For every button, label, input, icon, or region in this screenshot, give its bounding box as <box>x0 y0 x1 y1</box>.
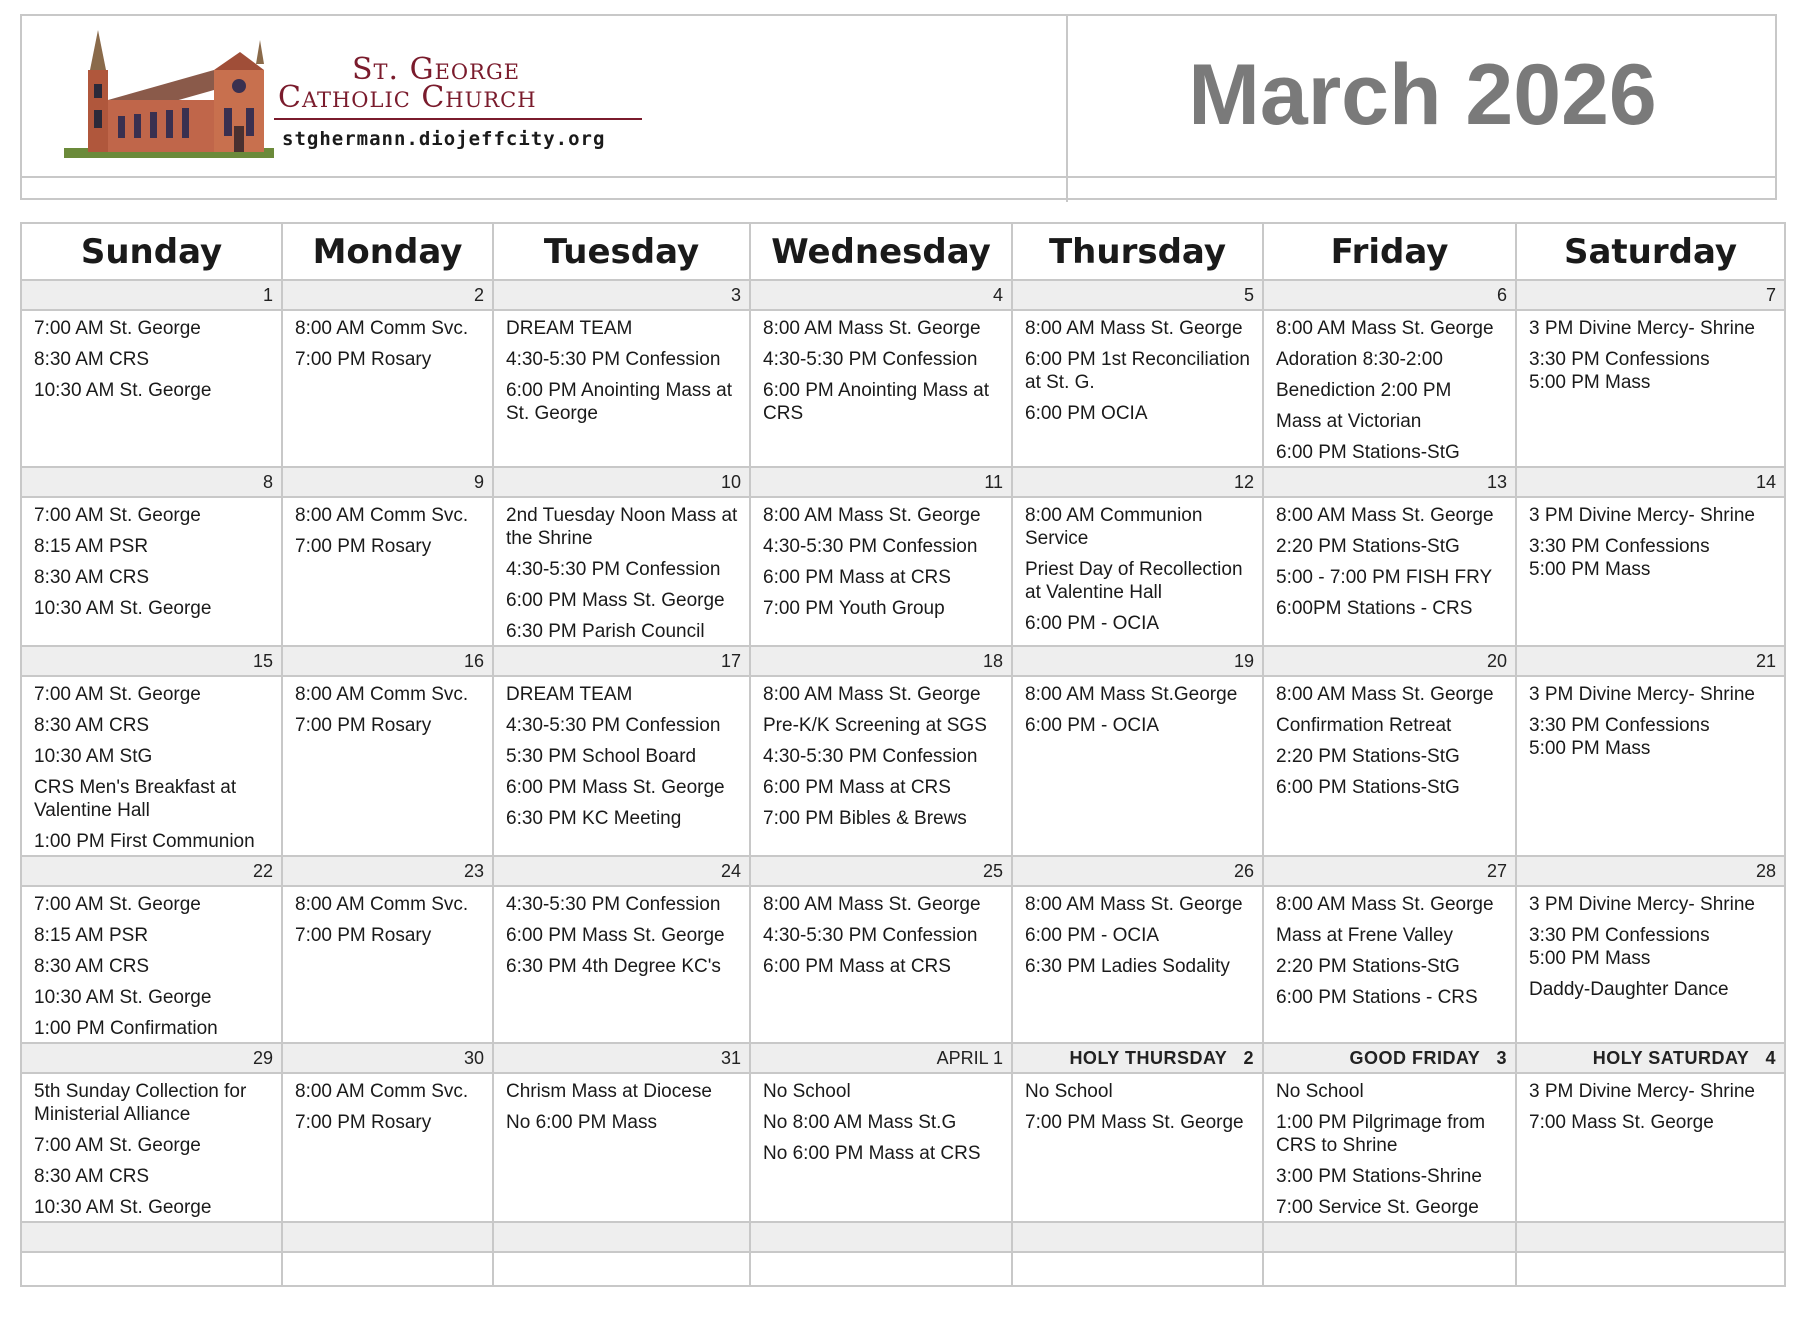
church-name-line1: St. George <box>352 52 521 87</box>
event-item: 8:30 AM CRS <box>34 715 150 736</box>
event-item: 10:30 AM St. George <box>34 598 212 619</box>
event-item: 3 PM Divine Mercy- Shrine <box>1529 318 1755 339</box>
day-number <box>750 467 1012 497</box>
day-cell[interactable] <box>1516 497 1785 646</box>
day-cell[interactable] <box>493 310 750 467</box>
event-item: 8:00 AM Mass St. George <box>1276 318 1494 339</box>
day-cell[interactable] <box>21 886 282 1043</box>
event-item: 10:30 AM St. George <box>34 1197 212 1218</box>
day-number-label: GOOD FRIDAY 3 <box>1349 1047 1507 1068</box>
event-item: 6:00 PM Anointing Mass at CRS <box>763 380 990 424</box>
day-cell[interactable] <box>1516 676 1785 856</box>
day-cell[interactable] <box>1516 1073 1785 1222</box>
day-number-label: 4 <box>992 284 1003 305</box>
event-item: Confirmation Retreat <box>1276 715 1452 736</box>
event-item: No 8:00 AM Mass St.G <box>763 1112 957 1133</box>
event-item: 6:00 PM - OCIA <box>1025 613 1160 634</box>
event-item: 8:30 AM CRS <box>34 567 150 588</box>
weekday-friday: Friday <box>1263 223 1516 280</box>
day-number <box>1263 646 1516 676</box>
event-item: 6:00 PM 1st Reconciliation at St. G. <box>1025 349 1250 393</box>
event-item: Benediction 2:00 PM <box>1276 380 1452 401</box>
day-number <box>21 1043 282 1073</box>
day-cell[interactable] <box>282 310 493 467</box>
weekday-saturday: Saturday <box>1516 223 1785 280</box>
day-number-label: 2 <box>473 284 484 305</box>
events-row <box>21 676 1785 856</box>
day-number-label: 18 <box>982 650 1003 671</box>
day-cell[interactable] <box>21 676 282 856</box>
date-row <box>21 856 1785 886</box>
event-item: 8:00 AM Comm Svc. <box>295 684 469 705</box>
day-cell[interactable] <box>282 676 493 856</box>
event-item: 8:00 AM Mass St. George <box>1025 318 1243 339</box>
divider <box>22 176 1775 178</box>
event-item: 7:00 Mass St. George <box>1529 1112 1714 1133</box>
calendar-header <box>20 14 1777 200</box>
day-number <box>750 280 1012 310</box>
event-item: 8:30 AM CRS <box>34 349 150 370</box>
event-item: 6:00 PM OCIA <box>1025 403 1148 424</box>
day-number <box>1516 467 1785 497</box>
weekday-thursday: Thursday <box>1012 223 1263 280</box>
event-item: 4:30-5:30 PM Confession <box>763 925 978 946</box>
day-number <box>282 1043 493 1073</box>
event-item: 8:15 AM PSR <box>34 536 149 557</box>
day-number-label: 1 <box>262 284 273 305</box>
event-item: 6:30 PM 4th Degree KC's <box>506 956 721 977</box>
day-cell[interactable] <box>750 1073 1012 1222</box>
day-number-label: 3 <box>730 284 741 305</box>
day-number-label: 12 <box>1233 471 1254 492</box>
day-cell[interactable] <box>1516 310 1785 467</box>
day-number <box>1012 646 1263 676</box>
day-number-label: 29 <box>252 1047 273 1068</box>
event-item: 7:00 AM St. George <box>34 894 201 915</box>
day-cell[interactable] <box>1012 1073 1263 1222</box>
empty-cell <box>750 1252 1012 1286</box>
day-number-label: 25 <box>982 860 1003 881</box>
event-item: 7:00 AM St. George <box>34 318 201 339</box>
day-number-label: 23 <box>463 860 484 881</box>
event-item: 6:00 PM Mass at CRS <box>763 956 951 977</box>
month-title: March 2026 <box>1188 47 1657 143</box>
empty-cell <box>1516 1222 1785 1252</box>
day-number-label: 22 <box>252 860 273 881</box>
event-item: 4:30-5:30 PM Confession <box>763 349 978 370</box>
event-item: 8:00 AM Mass St. George <box>763 684 981 705</box>
day-number-label: 27 <box>1486 860 1507 881</box>
event-item: 8:00 AM Communion Service <box>1025 505 1203 549</box>
event-item: 6:00 PM Stations-StG <box>1276 777 1460 798</box>
day-number-label: 19 <box>1233 650 1254 671</box>
day-number <box>1012 467 1263 497</box>
empty-cell <box>493 1222 750 1252</box>
day-number-label: 9 <box>473 471 484 492</box>
event-item: 3 PM Divine Mercy- Shrine <box>1529 505 1755 526</box>
day-number <box>493 856 750 886</box>
day-number <box>1012 856 1263 886</box>
event-item: 10:30 AM StG <box>34 746 153 767</box>
day-number-label: 13 <box>1486 471 1507 492</box>
day-number <box>282 280 493 310</box>
event-item: 3:00 PM Stations-Shrine <box>1276 1166 1482 1187</box>
day-cell[interactable] <box>1516 886 1785 1043</box>
event-item: Chrism Mass at Diocese <box>506 1081 712 1102</box>
event-item: 6:00 PM - OCIA <box>1025 715 1160 736</box>
day-number-label: 28 <box>1755 860 1776 881</box>
event-item: 7:00 PM Rosary <box>295 536 432 557</box>
day-cell[interactable] <box>282 497 493 646</box>
day-number <box>1263 280 1516 310</box>
day-cell[interactable] <box>1263 1073 1516 1222</box>
event-item: 10:30 AM St. George <box>34 380 212 401</box>
day-number <box>21 280 282 310</box>
weekday-sunday: Sunday <box>21 223 282 280</box>
event-item: No School <box>763 1081 851 1102</box>
event-item: Mass at Frene Valley <box>1276 925 1454 946</box>
day-number <box>493 646 750 676</box>
event-item: 4:30-5:30 PM Confession <box>763 536 978 557</box>
day-cell[interactable] <box>282 1073 493 1222</box>
event-item: 8:00 AM Mass St.George <box>1025 684 1238 705</box>
day-number <box>1516 280 1785 310</box>
day-number <box>1012 1043 1263 1073</box>
event-item: 8:00 AM Mass St. George <box>763 505 981 526</box>
day-number-label: 15 <box>252 650 273 671</box>
event-item: 7:00 AM St. George <box>34 1135 201 1156</box>
church-logo <box>64 30 274 170</box>
event-item: 7:00 AM St. George <box>34 684 201 705</box>
day-cell[interactable] <box>21 310 282 467</box>
day-cell[interactable] <box>1012 676 1263 856</box>
day-number-label: 17 <box>720 650 741 671</box>
weekday-wednesday: Wednesday <box>750 223 1012 280</box>
day-number <box>282 646 493 676</box>
day-number <box>1516 646 1785 676</box>
day-number <box>750 1043 1012 1073</box>
event-item: 7:00 PM Rosary <box>295 715 432 736</box>
events-row <box>21 886 1785 1043</box>
day-number-label: 5 <box>1243 284 1254 305</box>
empty-cell <box>21 1252 282 1286</box>
day-number <box>21 646 282 676</box>
day-number <box>493 280 750 310</box>
weekday-monday: Monday <box>282 223 493 280</box>
event-item: 6:00 PM Stations - CRS <box>1276 987 1478 1008</box>
church-website: stghermann.diojeffcity.org <box>282 128 606 150</box>
weekday-tuesday: Tuesday <box>493 223 750 280</box>
event-item: 7:00 PM Rosary <box>295 925 432 946</box>
event-item: 8:00 AM Mass St. George <box>763 318 981 339</box>
event-item: 7:00 Service St. George <box>1276 1197 1479 1218</box>
event-item: 1:00 PM Confirmation <box>34 1018 218 1039</box>
church-name-line2: Catholic Church <box>278 80 537 115</box>
event-item: 6:00 PM Mass St. George <box>506 777 725 798</box>
event-item: 8:00 AM Mass St. George <box>763 894 981 915</box>
events-row <box>21 1073 1785 1222</box>
event-item: 10:30 AM St. George <box>34 987 212 1008</box>
day-cell[interactable] <box>493 497 750 646</box>
day-cell[interactable] <box>750 310 1012 467</box>
day-number-label: 21 <box>1755 650 1776 671</box>
event-item: DREAM TEAM <box>506 318 633 339</box>
empty-cell <box>1263 1222 1516 1252</box>
event-item: No 6:00 PM Mass <box>506 1112 657 1133</box>
event-item: 2nd Tuesday Noon Mass at the Shrine <box>506 505 738 549</box>
event-item: 6:00 PM Stations-StG <box>1276 442 1460 463</box>
day-number-label: 14 <box>1755 471 1776 492</box>
empty-cell <box>750 1222 1012 1252</box>
event-item: 5th Sunday Collection for Ministerial Alliance <box>34 1081 247 1125</box>
day-number <box>1516 1043 1785 1073</box>
event-item: 1:00 PM First Communion <box>34 831 255 852</box>
day-number <box>493 467 750 497</box>
day-number-label: 8 <box>262 471 273 492</box>
event-item: 4:30-5:30 PM Confession <box>506 894 721 915</box>
day-cell[interactable] <box>21 497 282 646</box>
day-number-label: 16 <box>463 650 484 671</box>
day-number <box>282 856 493 886</box>
empty-cell <box>1263 1252 1516 1286</box>
event-item: 6:30 PM Ladies Sodality <box>1025 956 1230 977</box>
event-item: 8:15 AM PSR <box>34 925 149 946</box>
day-cell[interactable] <box>750 886 1012 1043</box>
events-row <box>21 497 1785 646</box>
event-item: 2:20 PM Stations-StG <box>1276 536 1460 557</box>
day-number-label: 6 <box>1496 284 1507 305</box>
empty-row <box>21 1222 1785 1252</box>
event-item: 8:00 AM Comm Svc. <box>295 894 469 915</box>
event-item: 3 PM Divine Mercy- Shrine <box>1529 1081 1755 1102</box>
empty-row <box>21 1252 1785 1286</box>
event-item: 8:00 AM Comm Svc. <box>295 505 469 526</box>
day-cell[interactable] <box>1012 310 1263 467</box>
event-item: 8:00 AM Mass St. George <box>1276 684 1494 705</box>
event-item: 7:00 PM Rosary <box>295 349 432 370</box>
event-item: 8:00 AM Comm Svc. <box>295 318 469 339</box>
event-item: Mass at Victorian <box>1276 411 1422 432</box>
event-item: 7:00 PM Mass St. George <box>1025 1112 1244 1133</box>
event-item: Daddy-Daughter Dance <box>1529 979 1729 1000</box>
empty-cell <box>1012 1222 1263 1252</box>
calendar-grid <box>20 222 1786 1287</box>
day-number-label: 20 <box>1486 650 1507 671</box>
event-item: No School <box>1025 1081 1113 1102</box>
day-number-label: 24 <box>720 860 741 881</box>
event-item: 4:30-5:30 PM Confession <box>506 349 721 370</box>
event-item: 8:00 AM Mass St. George <box>1025 894 1243 915</box>
event-item: 6:30 PM KC Meeting <box>506 808 682 829</box>
event-item: 5:00 - 7:00 PM FISH FRY <box>1276 567 1493 588</box>
day-cell[interactable] <box>493 676 750 856</box>
day-number <box>282 467 493 497</box>
empty-cell <box>282 1252 493 1286</box>
day-number <box>750 856 1012 886</box>
day-cell[interactable] <box>750 497 1012 646</box>
day-number-label: HOLY THURSDAY 2 <box>1069 1047 1254 1068</box>
event-item: 8:00 AM Comm Svc. <box>295 1081 469 1102</box>
event-item: 4:30-5:30 PM Confession <box>506 559 721 580</box>
day-cell[interactable] <box>21 1073 282 1222</box>
event-item: 3 PM Divine Mercy- Shrine <box>1529 684 1755 705</box>
date-row <box>21 646 1785 676</box>
event-item: 6:00 PM Mass at CRS <box>763 567 951 588</box>
date-row <box>21 1043 1785 1073</box>
day-number <box>1012 280 1263 310</box>
day-cell[interactable] <box>1263 310 1516 467</box>
event-item: 2:20 PM Stations-StG <box>1276 956 1460 977</box>
empty-cell <box>21 1222 282 1252</box>
event-item: 8:00 AM Mass St. George <box>1276 894 1494 915</box>
event-item: DREAM TEAM <box>506 684 633 705</box>
event-item: 6:00 PM Mass St. George <box>506 590 725 611</box>
event-item: 8:00 AM Mass St. George <box>1276 505 1494 526</box>
event-item: 7:00 PM Youth Group <box>763 598 945 619</box>
day-cell[interactable] <box>282 886 493 1043</box>
event-item: Priest Day of Recollection at Valentine Hall <box>1025 559 1243 603</box>
day-number-label: 30 <box>463 1047 484 1068</box>
weekday-header-row <box>21 223 1785 280</box>
day-cell[interactable] <box>750 676 1012 856</box>
empty-cell <box>282 1222 493 1252</box>
event-item: CRS Men's Breakfast at Valentine Hall <box>34 777 237 821</box>
event-item: Pre-K/K Screening at SGS <box>763 715 987 736</box>
event-item: 6:00 PM Mass at CRS <box>763 777 951 798</box>
day-cell[interactable] <box>1263 497 1516 646</box>
event-item: 3:30 PM Confessions 5:00 PM Mass <box>1529 715 1710 759</box>
event-item: 7:00 PM Rosary <box>295 1112 432 1133</box>
event-item: 6:00 PM Anointing Mass at St. George <box>506 380 733 424</box>
event-item: 4:30-5:30 PM Confession <box>506 715 721 736</box>
day-number <box>1516 856 1785 886</box>
empty-cell <box>493 1252 750 1286</box>
date-row <box>21 467 1785 497</box>
event-item: No School <box>1276 1081 1364 1102</box>
day-number-label: HOLY SATURDAY 4 <box>1592 1047 1776 1068</box>
event-item: 6:00 PM - OCIA <box>1025 925 1160 946</box>
day-number-label: 26 <box>1233 860 1254 881</box>
day-number <box>1263 856 1516 886</box>
day-number <box>750 646 1012 676</box>
event-item: Adoration 8:30-2:00 <box>1276 349 1443 370</box>
day-cell[interactable] <box>1263 676 1516 856</box>
day-number-label: APRIL 1 <box>936 1047 1003 1068</box>
event-item: 6:00 PM Mass St. George <box>506 925 725 946</box>
day-number <box>21 467 282 497</box>
day-cell[interactable] <box>1012 886 1263 1043</box>
day-cell[interactable] <box>493 886 750 1043</box>
event-item: No 6:00 PM Mass at CRS <box>763 1143 981 1164</box>
day-number <box>21 856 282 886</box>
event-item: 8:30 AM CRS <box>34 956 150 977</box>
day-number <box>1263 1043 1516 1073</box>
event-item: 3:30 PM Confessions 5:00 PM Mass <box>1529 536 1710 580</box>
event-item: 3 PM Divine Mercy- Shrine <box>1529 894 1755 915</box>
day-number-label: 11 <box>984 471 1003 492</box>
event-item: 5:30 PM School Board <box>506 746 697 767</box>
events-row <box>21 310 1785 467</box>
empty-cell <box>1516 1252 1785 1286</box>
day-number-label: 7 <box>1765 284 1776 305</box>
event-item: 1:00 PM Pilgrimage from CRS to Shrine <box>1276 1112 1486 1156</box>
event-item: 3:30 PM Confessions 5:00 PM Mass <box>1529 925 1710 969</box>
divider <box>274 118 642 120</box>
empty-cell <box>1012 1252 1263 1286</box>
event-item: 2:20 PM Stations-StG <box>1276 746 1460 767</box>
event-item: 6:00PM Stations - CRS <box>1276 598 1473 619</box>
date-row <box>21 280 1785 310</box>
day-number <box>1263 467 1516 497</box>
day-cell[interactable] <box>1012 497 1263 646</box>
event-item: 8:30 AM CRS <box>34 1166 150 1187</box>
event-item: 7:00 AM St. George <box>34 505 201 526</box>
event-item: 4:30-5:30 PM Confession <box>763 746 978 767</box>
day-cell[interactable] <box>493 1073 750 1222</box>
day-number-label: 31 <box>720 1047 741 1068</box>
event-item: 7:00 PM Bibles & Brews <box>763 808 967 829</box>
event-item: 3:30 PM Confessions 5:00 PM Mass <box>1529 349 1710 393</box>
event-item: 6:30 PM Parish Council <box>506 621 705 642</box>
day-cell[interactable] <box>1263 886 1516 1043</box>
day-number <box>493 1043 750 1073</box>
day-number-label: 10 <box>720 471 741 492</box>
